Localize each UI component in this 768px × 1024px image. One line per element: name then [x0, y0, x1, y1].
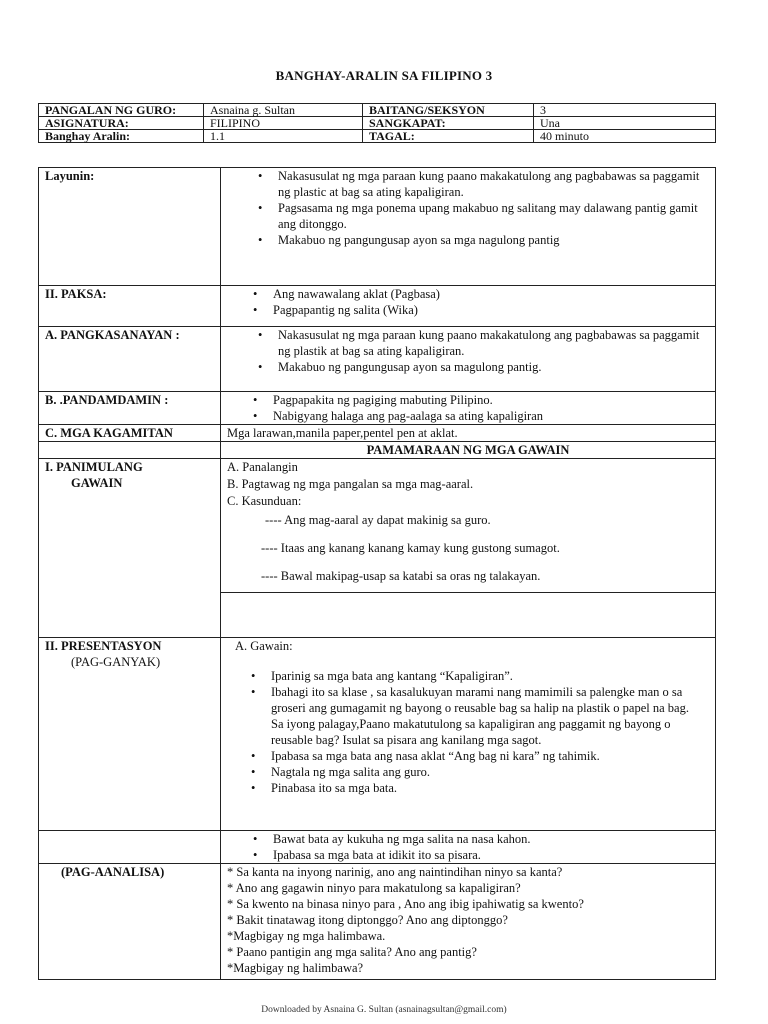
kahon-list	[229, 831, 709, 863]
pagaanalisa-row	[39, 864, 716, 980]
list-item: • Nakasusulat ng mga paraan kung paano makakatulong ang pagbabawas sa paggamit ng plastic at bag sa ating kapaligiran.	[278, 168, 709, 200]
list-item: • Makabuo ng pangungusap ayon sa magulong pantig.	[278, 359, 709, 375]
presentasyon-label-line1: II. PRESENTASYON	[45, 639, 162, 653]
analisa-line: *Magbigay ng halimbawa?	[227, 961, 364, 975]
presentasyon-label	[39, 638, 221, 831]
paksa-content	[221, 286, 716, 327]
kahon-blank	[39, 831, 221, 864]
kagamitan-label: C. MGA KAGAMITAN	[39, 425, 221, 442]
presentasyon-label-line2: (PAG-GANYAK)	[71, 655, 161, 669]
panimulang-content	[221, 459, 716, 593]
list-item: • Bawat bata ay kukuha ng mga salita na nasa kahon.	[273, 831, 709, 847]
panimulang-label-line2: GAWAIN	[71, 476, 123, 490]
pangkasanayan-row	[39, 327, 716, 392]
kagamitan-row	[39, 425, 716, 442]
panimulang-row	[39, 459, 716, 593]
list-item: • Pinabasa ito sa mga bata.	[271, 780, 699, 796]
analisa-line: * Bakit tinatawag itong diptonggo? Ano ang diptonggo?	[227, 913, 508, 927]
pandamdamin-list	[229, 392, 709, 424]
tagal-label: TAGAL:	[363, 130, 534, 143]
gawain-label: A. Gawain:	[235, 639, 293, 653]
info-row	[39, 130, 716, 143]
list-item: • Ang nawawalang aklat (Pagbasa)	[273, 286, 709, 302]
baitang-label: BAITANG/SEKSYON	[363, 104, 534, 117]
pangkasanayan-content	[221, 327, 716, 392]
list-item: • Nakasusulat ng mga paraan kung paano makakatulong ang pagbabawas sa paggamit ng plastik at bag sa ating kapaligiran.	[278, 327, 709, 359]
pandamdamin-row	[39, 392, 716, 425]
download-footer: Downloaded by Asnaina G. Sultan (asnainagsultan@gmail.com)	[261, 1005, 507, 1015]
presentasyon-row	[39, 638, 716, 831]
list-item: • Pagpapakita ng pagiging mabuting Pilipino.	[273, 392, 709, 408]
panimulang-b: B. Pagtawag ng mga pangalan sa mga mag-aaral.	[227, 477, 474, 491]
list-item: • Nabigyang halaga ang pag-aalaga sa ating kapaligiran	[273, 408, 709, 424]
pandamdamin-content	[221, 392, 716, 425]
layunin-list	[229, 168, 709, 248]
list-item: • Ipabasa sa mga bata ang nasa aklat “Ang bag ni kara” ng tahimik.	[271, 748, 699, 764]
kagamitan-value: Mga larawan,manila paper,pentel pen at aklat.	[221, 425, 716, 442]
kasunduan-1: ---- Ang mag-aaral ay dapat makinig sa guro.	[265, 513, 491, 527]
asignatura-label: ASIGNATURA:	[39, 117, 204, 130]
pagaanalisa-content	[221, 864, 716, 980]
kahon-content	[221, 831, 716, 864]
sangkapat-value: Una	[534, 117, 716, 130]
list-item: • Pagsasama ng mga ponema upang makabuo ng salitang may dalawang pantig gamit ang ditonggo.	[278, 200, 709, 232]
info-table	[38, 103, 716, 143]
layunin-label: Layunin:	[39, 168, 221, 286]
analisa-line: * Sa kwento na binasa ninyo para , Ano ang ibig ipahiwatig sa kwento?	[227, 897, 584, 911]
list-item: • Pagpapantig ng salita (Wika)	[273, 302, 709, 318]
banghay-label: Banghay Aralin:	[39, 130, 204, 143]
panimulang-c: C. Kasunduan:	[227, 494, 302, 508]
asignatura-value: FILIPINO	[204, 117, 363, 130]
kahon-row	[39, 831, 716, 864]
panimulang-label-line1: I. PANIMULANG	[45, 460, 143, 474]
presentasyon-list	[235, 668, 699, 796]
panimulang-blank	[221, 593, 716, 638]
paksa-list	[229, 286, 709, 318]
pangkasanayan-label: A. PANGKASANAYAN :	[39, 327, 221, 392]
sangkapat-label: SANGKAPAT:	[363, 117, 534, 130]
list-item: • Makabuo ng pangungusap ayon sa mga nagulong pantig	[278, 232, 709, 248]
pamamaraan-blank	[39, 442, 221, 459]
presentasyon-content	[221, 638, 716, 831]
info-row	[39, 117, 716, 130]
guro-label: PANGALAN NG GURO:	[39, 104, 204, 117]
pangkasanayan-list	[229, 327, 709, 375]
panimulang-label	[39, 459, 221, 638]
pamamaraan-heading: PAMAMARAAN NG MGA GAWAIN	[221, 442, 716, 459]
list-item: • Iparinig sa mga bata ang kantang “Kapaligiran”.	[271, 668, 699, 684]
panimulang-a: A. Panalangin	[227, 460, 298, 474]
document-title: BANGHAY-ARALIN SA FILIPINO 3	[275, 68, 493, 83]
paksa-row	[39, 286, 716, 327]
analisa-line: * Ano ang gagawin ninyo para makatulong sa kapaligiran?	[227, 881, 521, 895]
kasunduan-2: ---- Itaas ang kanang kanang kamay kung gustong sumagot.	[261, 541, 560, 555]
list-item: • Nagtala ng mga salita ang guro.	[271, 764, 699, 780]
baitang-value: 3	[534, 104, 716, 117]
tagal-value: 40 minuto	[534, 130, 716, 143]
layunin-content	[221, 168, 716, 286]
info-row	[39, 104, 716, 117]
list-item: • Ibahagi ito sa klase , sa kasalukuyan marami nang mamimili sa palengke man o sa groseri ang gumagamit ng bayong o reusable bag sa halip na plastik o papel na bag. Sa iyong palagay,Paano makatutulong sa kapaligiran ang paggamit ng bayong o reusable bag? Isulat sa pisara ang kanilang mga sagot.	[271, 684, 699, 748]
analisa-line: *Magbigay ng mga halimbawa.	[227, 929, 386, 943]
kasunduan-3: ---- Bawal makipag-usap sa katabi sa oras ng talakayan.	[261, 569, 541, 583]
pagaanalisa-label: (PAG-AANALISA)	[39, 864, 221, 980]
paksa-label: II. PAKSA:	[39, 286, 221, 327]
banghay-value: 1.1	[204, 130, 363, 143]
analisa-line: * Sa kanta na inyong narinig, ano ang naintindihan ninyo sa kanta?	[227, 865, 563, 879]
lesson-plan-table	[38, 167, 716, 980]
analisa-line: * Paano pantigin ang mga salita? Ano ang pantig?	[227, 945, 477, 959]
guro-value: Asnaina g. Sultan	[204, 104, 363, 117]
pamamaraan-row	[39, 442, 716, 459]
layunin-row	[39, 168, 716, 286]
pandamdamin-label: B. .PANDAMDAMIN :	[39, 392, 221, 425]
list-item: • Ipabasa sa mga bata at idikit ito sa pisara.	[273, 847, 709, 863]
